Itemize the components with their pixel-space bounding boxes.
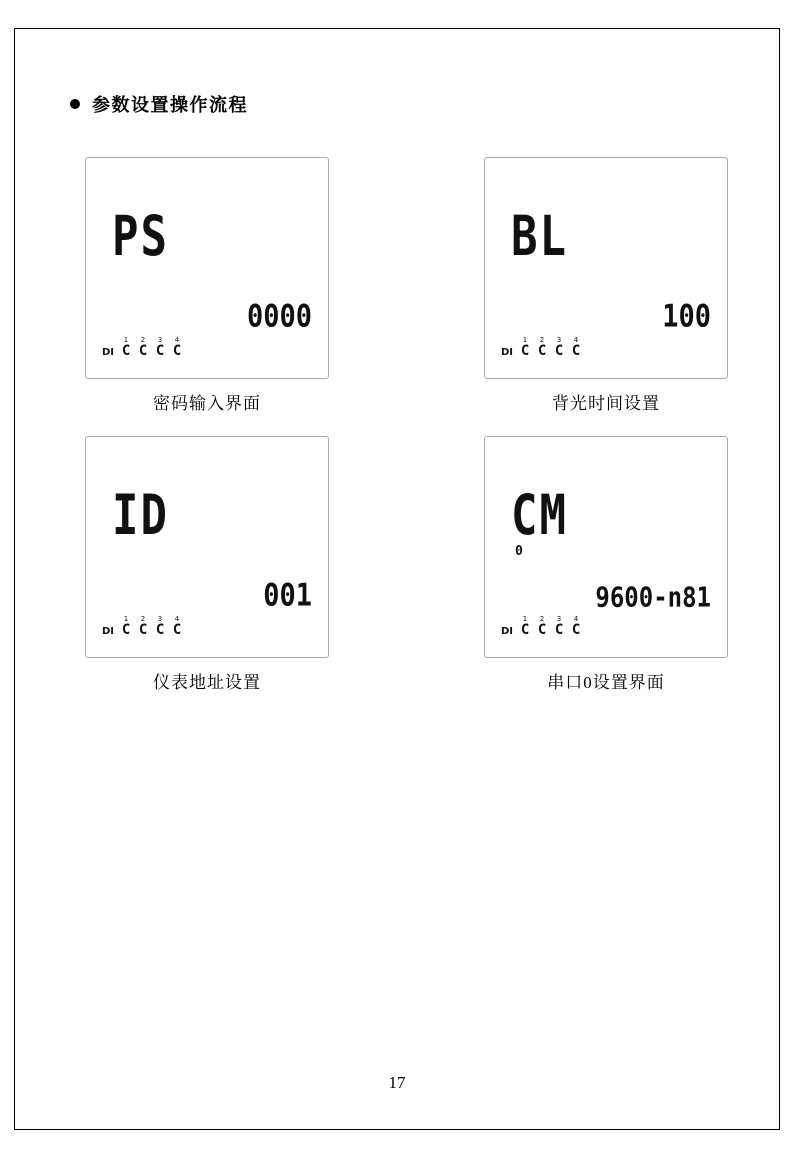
di-item-state: C: [571, 622, 581, 638]
di-item-state: C: [520, 622, 530, 638]
di-item: [153, 616, 167, 637]
di-item: [552, 616, 566, 637]
figure-caption: 密码输入界面: [153, 394, 261, 413]
di-item: [518, 616, 532, 637]
lcd-display-password-entry: [85, 157, 329, 379]
figure-device-address: [85, 436, 329, 693]
section-heading: [70, 91, 248, 117]
lcd-sub-label: 0: [515, 544, 523, 559]
lcd-main-label: PS: [112, 205, 169, 269]
di-item-number: 3: [556, 615, 562, 623]
di-item-state: C: [155, 343, 165, 359]
figure-row: [85, 436, 711, 693]
di-item: [552, 337, 566, 358]
di-item-number: 1: [522, 336, 528, 344]
di-item-state: C: [138, 622, 148, 638]
di-item-number: 1: [123, 615, 129, 623]
lcd-value: 9600-n81: [595, 581, 711, 614]
di-item-state: C: [554, 622, 564, 638]
di-item: [153, 337, 167, 358]
di-item-state: C: [554, 343, 564, 359]
lcd-main-label: ID: [112, 484, 169, 548]
di-item-number: 2: [140, 615, 146, 623]
lcd-value: 001: [263, 577, 312, 614]
di-item-number: 4: [573, 336, 579, 344]
lcd-display-backlight-time: [484, 157, 728, 379]
figure-backlight-time: [484, 157, 728, 414]
di-item-number: 4: [573, 615, 579, 623]
di-item-state: C: [571, 343, 581, 359]
di-label: DI: [501, 626, 514, 637]
di-label: DI: [501, 347, 514, 358]
di-indicator-row: [102, 616, 184, 637]
di-label: DI: [102, 347, 115, 358]
figure-caption: 仪表地址设置: [153, 673, 261, 692]
figure-row: [85, 157, 711, 414]
di-item-number: 2: [140, 336, 146, 344]
di-item-state: C: [172, 622, 182, 638]
di-item-state: C: [537, 343, 547, 359]
page-number: 17: [388, 1073, 406, 1092]
di-indicator-row: [102, 337, 184, 358]
di-item-state: C: [172, 343, 182, 359]
di-item-number: 4: [174, 336, 180, 344]
di-item: [569, 337, 583, 358]
lcd-main-label: CM: [511, 484, 568, 548]
di-item: [136, 616, 150, 637]
di-item-number: 2: [539, 336, 545, 344]
di-item: [136, 337, 150, 358]
di-item: [170, 337, 184, 358]
document-page: [14, 28, 780, 1130]
lcd-display-device-address: [85, 436, 329, 658]
di-item-state: C: [520, 343, 530, 359]
di-item-state: C: [138, 343, 148, 359]
di-item: [170, 616, 184, 637]
di-item-state: C: [121, 622, 131, 638]
figure-password-entry: [85, 157, 329, 414]
di-item: [119, 616, 133, 637]
di-item-number: 2: [539, 615, 545, 623]
di-item: [569, 616, 583, 637]
page-content: [15, 29, 779, 1129]
di-item: [535, 337, 549, 358]
di-item: [518, 337, 532, 358]
di-item-state: C: [121, 343, 131, 359]
di-indicator-row: [501, 337, 583, 358]
di-item-state: C: [155, 622, 165, 638]
di-item-number: 3: [556, 336, 562, 344]
di-item-number: 3: [157, 615, 163, 623]
figure-grid: [85, 157, 711, 715]
lcd-value: 100: [662, 298, 711, 335]
bullet-dot-icon: [70, 99, 80, 109]
di-item-number: 4: [174, 615, 180, 623]
lcd-value: 0000: [246, 298, 312, 335]
di-item-number: 1: [123, 336, 129, 344]
di-item: [119, 337, 133, 358]
figure-serial-port-0: [484, 436, 728, 693]
lcd-display-serial-port-0: [484, 436, 728, 658]
di-label: DI: [102, 626, 115, 637]
di-indicator-row: [501, 616, 583, 637]
lcd-main-label: BL: [511, 205, 568, 269]
figure-caption: 背光时间设置: [552, 394, 660, 413]
di-item-number: 1: [522, 615, 528, 623]
di-item-state: C: [537, 622, 547, 638]
section-title: 参数设置操作流程: [92, 95, 248, 115]
di-item-number: 3: [157, 336, 163, 344]
di-item: [535, 616, 549, 637]
figure-caption: 串口0设置界面: [547, 673, 665, 692]
